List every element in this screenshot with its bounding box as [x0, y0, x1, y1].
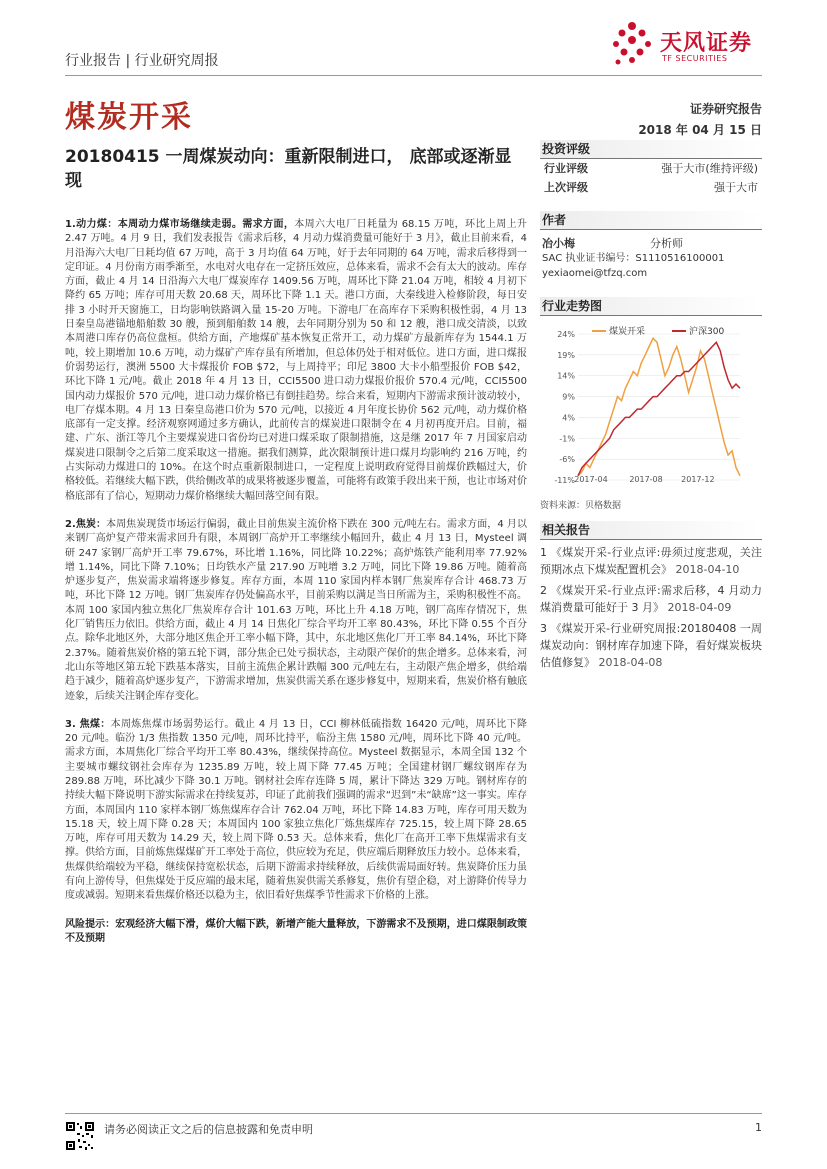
y-tick-label: -11% — [554, 476, 575, 485]
paragraph-text: 本周炼焦煤市场弱势运行。截止 4 月 13 日，CCI 柳林低硫指数 16420 元/吨，周环比下降 20 元/吨。临汾 1/3 焦指数 1350 元/吨，周环比持平，临汾主焦 1580 元/吨，周环比下降 40 元/吨。需求方面，本周焦化厂综合平均开工率 80.43%，继续保持高位。Mysteel 数据显示，本周全国 132 个主要城市螺纹钢社会库存为 1235.89 万吨，较上周下降 77.45 万吨；全国建材钢厂螺纹钢库存为 289.88 万吨，环比减少下降 30.1 万吨。钢材社会库存连降 5 周，累计下降达 329 万吨。钢材库存的持续大幅下降说明下游实际需求在持续复苏，印证了此前我们强调的需求“迟到”未“缺席”这一事实。库存方面，本周国内 110 家样本钢厂炼焦煤库存合计 762.04 万吨，环比下降 14.83 万吨，库存可用天数为 15.18 天，较上周下降 0.28 天；本周国内 100 家独立焦化厂炼焦煤库存 725.15，较上周下降 28.65 万吨，库存可用天数为 14.29 天，较上周下降 0.53 天。总体来看，焦化厂在高开工率下焦煤需求有支撑。供给方面，目前炼焦煤煤矿开工率处于高位，供应较为充足，供应端后期释放压力较小。总体来看，焦煤供给端较为平稳，继续保持宽松状态，后期下游需求持续释放，后续供需局面好转。焦炭降价压力虽有向上游传导，但焦煤处于反应端的最末尾，随着焦炭供需关系修复，焦价有望企稳，对上游降价传导力度或减弱。短期来看焦煤价格还以稳为主，依旧看好焦煤季节性需求下价格的上涨。 — [65, 718, 527, 902]
paragraph-thermal-coal — [65, 218, 527, 504]
author-line — [540, 236, 762, 251]
y-tick-label: -6% — [559, 455, 575, 465]
related-report-date: 2018-04-10 — [675, 563, 740, 576]
paragraph-coking-coal — [65, 718, 527, 904]
related-report-text: 2 《煤炭开采-行业点评:需求后移，4 月动力煤消费量可能好于 3 月》 — [540, 584, 762, 614]
y-tick-label: -1% — [559, 434, 575, 444]
author-name: 冶小梅 — [542, 237, 575, 250]
logo-cn: 天风证券 — [660, 31, 753, 56]
trend-chart — [540, 320, 762, 496]
rating-section-head: 投资评级 — [540, 140, 762, 159]
trend-chart-svg — [540, 320, 762, 496]
paragraph-head: 1.动力煤：本周动力煤市场继续走弱。需求方面， — [65, 219, 295, 230]
author-role: 分析师 — [650, 237, 683, 250]
related-section-head: 相关报告 — [540, 521, 762, 540]
chart-source: 资料来源：贝格数据 — [540, 501, 622, 511]
legend-label: 煤炭开采 — [609, 327, 646, 337]
page-number: 1 — [755, 1121, 762, 1134]
paragraph-head: 2.焦炭： — [65, 518, 107, 530]
x-tick-label: 2017-04 — [574, 475, 608, 484]
paragraph-head: 3. 焦煤： — [65, 718, 111, 730]
report-title: 20180415 一周煤炭动向：重新限制进口， 底部或逐渐显现 — [65, 147, 512, 191]
trend-section-head: 行业走势图 — [540, 297, 762, 316]
related-report-date: 2018-04-08 — [598, 656, 663, 669]
x-tick-label: 2017-12 — [681, 475, 715, 484]
author-cert: SAC 执业证书编号：S1110516100001 — [542, 253, 725, 264]
report-date: 2018 年 04 月 15 日 — [638, 123, 762, 137]
footer-disclaimer: 请务必阅读正文之后的信息披露和免责申明 — [104, 1123, 313, 1136]
y-tick-label: 14% — [557, 371, 575, 381]
body-text — [65, 218, 527, 946]
report-tag: 行业报告 | 行业研究周报 — [65, 53, 219, 69]
logo — [610, 20, 770, 74]
author-email: yexiaomei@tfzq.com — [542, 268, 648, 279]
qr-code-icon — [65, 1121, 95, 1151]
y-tick-label: 9% — [562, 392, 575, 402]
prev-rating-label: 上次评级 — [544, 181, 588, 194]
industry-rating-value: 强于大市(维持评级) — [661, 162, 758, 175]
related-report-item[interactable] — [540, 544, 762, 578]
logo-mark-icon — [610, 20, 654, 70]
series-line — [578, 338, 740, 476]
sector-title: 煤炭开采 — [65, 100, 193, 135]
related-report-item[interactable] — [540, 582, 762, 616]
related-report-item[interactable] — [540, 620, 762, 671]
x-tick-label: 2017-08 — [629, 475, 663, 484]
y-tick-label: 4% — [562, 413, 575, 423]
sidebar — [540, 140, 762, 671]
related-list — [540, 544, 762, 671]
related-report-date: 2018-04-09 — [667, 601, 732, 614]
paragraph-text: 本周焦炭现货市场运行偏弱，截止目前焦炭主流价格下跌在 300 元/吨左右。需求方面，4 月以来钢厂高炉复产带来需求回升有限，本周钢厂高炉开工率继续小幅回升，截止 4 月 13 日，Mysteel 调研 247 家钢厂高炉开工率 79.67%，环比增 1.16%，同比降 10.22%；高炉炼铁产能利用率 77.92%增 1.14%，同比下降 7.10%；日均铁水产量 217.90 万吨增 3.2 万吨，同比下降 19.86 万吨。随着高炉逐步复产，焦炭需求端将逐步修复。库存方面，本周 110 家国内样本钢厂焦炭库存合计 468.73 万吨，环比下降 12 万吨。钢厂焦炭库存仍处偏高水平，目前采购以满足当日所需为主，采购积极性不高。本周 100 家国内独立焦化厂焦炭库存合计 101.63 万吨，环比上升 4.18 万吨，钢厂高库存情况下，焦化厂销售压力依旧。供给方面，截止 4 月 14 日焦化厂综合平均开工率 80.43%，环比下降 0.55 个百分点。除华北地区外，大部分地区焦企开工率小幅下降，其中，东北地区焦化厂开工率 84.14%，环比下降 2.37%。随着焦炭价格的第五轮下调，部分焦企已处亏损状态，主动限产保价的焦企增多。总体来看，河北山东等地区第五轮下跌基本落实，目前主流焦企累计跌幅 300 元/吨左右，主动限产焦企增多，供给端趋于减少，随着高炉逐步复产，下游需求增加，焦炭供需关系在逐步修复中，短期来看，焦炭价格有触底迹象，后续关注钢企库存变化。 — [65, 518, 527, 702]
industry-rating-row — [540, 159, 762, 178]
related-report-text: 1 《煤炭开采-行业点评:毋须过度悲观，关注预期冰点下煤炭配置机会》 — [540, 546, 762, 576]
related-report-text: 3 《煤炭开采-行业研究周报:20180408 一周煤炭动向：钢材库存加速下降，看好煤炭板块估值修复》 — [540, 622, 762, 669]
y-tick-label: 19% — [557, 350, 575, 360]
y-tick-label: 24% — [557, 330, 575, 339]
footer-divider — [65, 1113, 762, 1114]
author-section-head: 作者 — [540, 211, 762, 230]
header-divider — [65, 75, 762, 76]
report-type: 证券研究报告 — [689, 102, 762, 116]
logo-en: TF SECURITIES — [662, 54, 728, 63]
legend-label: 沪深300 — [689, 327, 725, 337]
industry-rating-label: 行业评级 — [544, 162, 588, 175]
prev-rating-value: 强于大市 — [714, 181, 758, 194]
prev-rating-row — [540, 178, 762, 197]
paragraph-text: 本周六大电厂日耗量为 68.15 万吨，环比上周上升 2.47 万吨。4 月 9 日，我们发表报告《需求后移，4 月动力煤消费量可能好于 3 月》，截止目前来看，4 月沿海六大电厂日耗均值 67 万吨，高于 3 月均值 64 万吨，好于去年同期的 64 万吨，需求后移得到一定印证。4 月份南方雨季渐至，水电对火电存在一定挤压效应，总体来看，需求不会有太大的波动。库存方面，截止 4 月 14 日沿海六大电厂煤炭库存 1409.56 万吨，周环比下降 21.04 万吨，相较 4 月初下降约 65 万吨；库存可用天数 20.68 天，周环比下降 1.1 天。港口方面，大秦线进入检修阶段，每日安排 3 小时开天窗施工，日均影响铁路调入量 15-20 万吨。下游电厂在高库存下采购积极性弱，4 月 13 日秦皇岛港锚地船舶数 30 艘，预到船舶数 14 艘，去年同期分别为 50 和 12 艘，港口成交清淡，以致本周港口库存仍高位盘桓。供给方面，产地煤矿基本恢复正常开工，动力煤矿方最新库存为 1544.1 万吨，较上期增加 10.6 万吨，动力煤矿产库存虽有所增加，但总体仍处于相对低位。进口方面，进口煤报价弱势运行，澳洲 5500 大卡煤报价 FOB $72，与上周持平；印尼 3800 大卡小船型报价 FOB $42，环比下降 1 元/吨。截止 2018 年 4 月 13 日，CCI5500 进口动力煤报价报价 570.4 元/吨，CCI5500 国内动力煤报价 570 元/吨，进口动力煤价格已有倒挂趋势。综合来看，短期内下游需求预计波动较小，电厂存煤本期。4 月 13 日秦皇岛港口价为 570 元/吨，以接近 4 月年度长协价 562 元/吨，动力煤价格底部有一定支撑。经济观察网通过多方确认，此前传言的煤炭进口限制令在 4 月初再度开启。目前，福建、广东、浙江等几个主要煤炭进口省份均已对进口煤采取了限制措施，这是继 2017 年 7 月国家启动煤炭进口限制令之后第二度采取这一措施。据我们测算，此次限制预计进口煤月均影响约 216 万吨，约占实际动力煤进口的 10%。在这个时点重新限制进口，一定程度上说明政府觉得目前煤价跌幅过大，价格较低。若继续大幅下跌，供给侧改革的成果将被逐步覆盖，可能将有政策手段出来干预，也让市场对价格底部有了信心，短期动力煤价格继续大幅回落空间有限。 — [65, 219, 527, 502]
risk-warning: 风险提示：宏观经济大幅下滑，煤价大幅下跌，新增产能大量释放，下游需求不及预期，进口煤限制政策不及预期 — [65, 918, 527, 944]
paragraph-coke — [65, 518, 527, 704]
